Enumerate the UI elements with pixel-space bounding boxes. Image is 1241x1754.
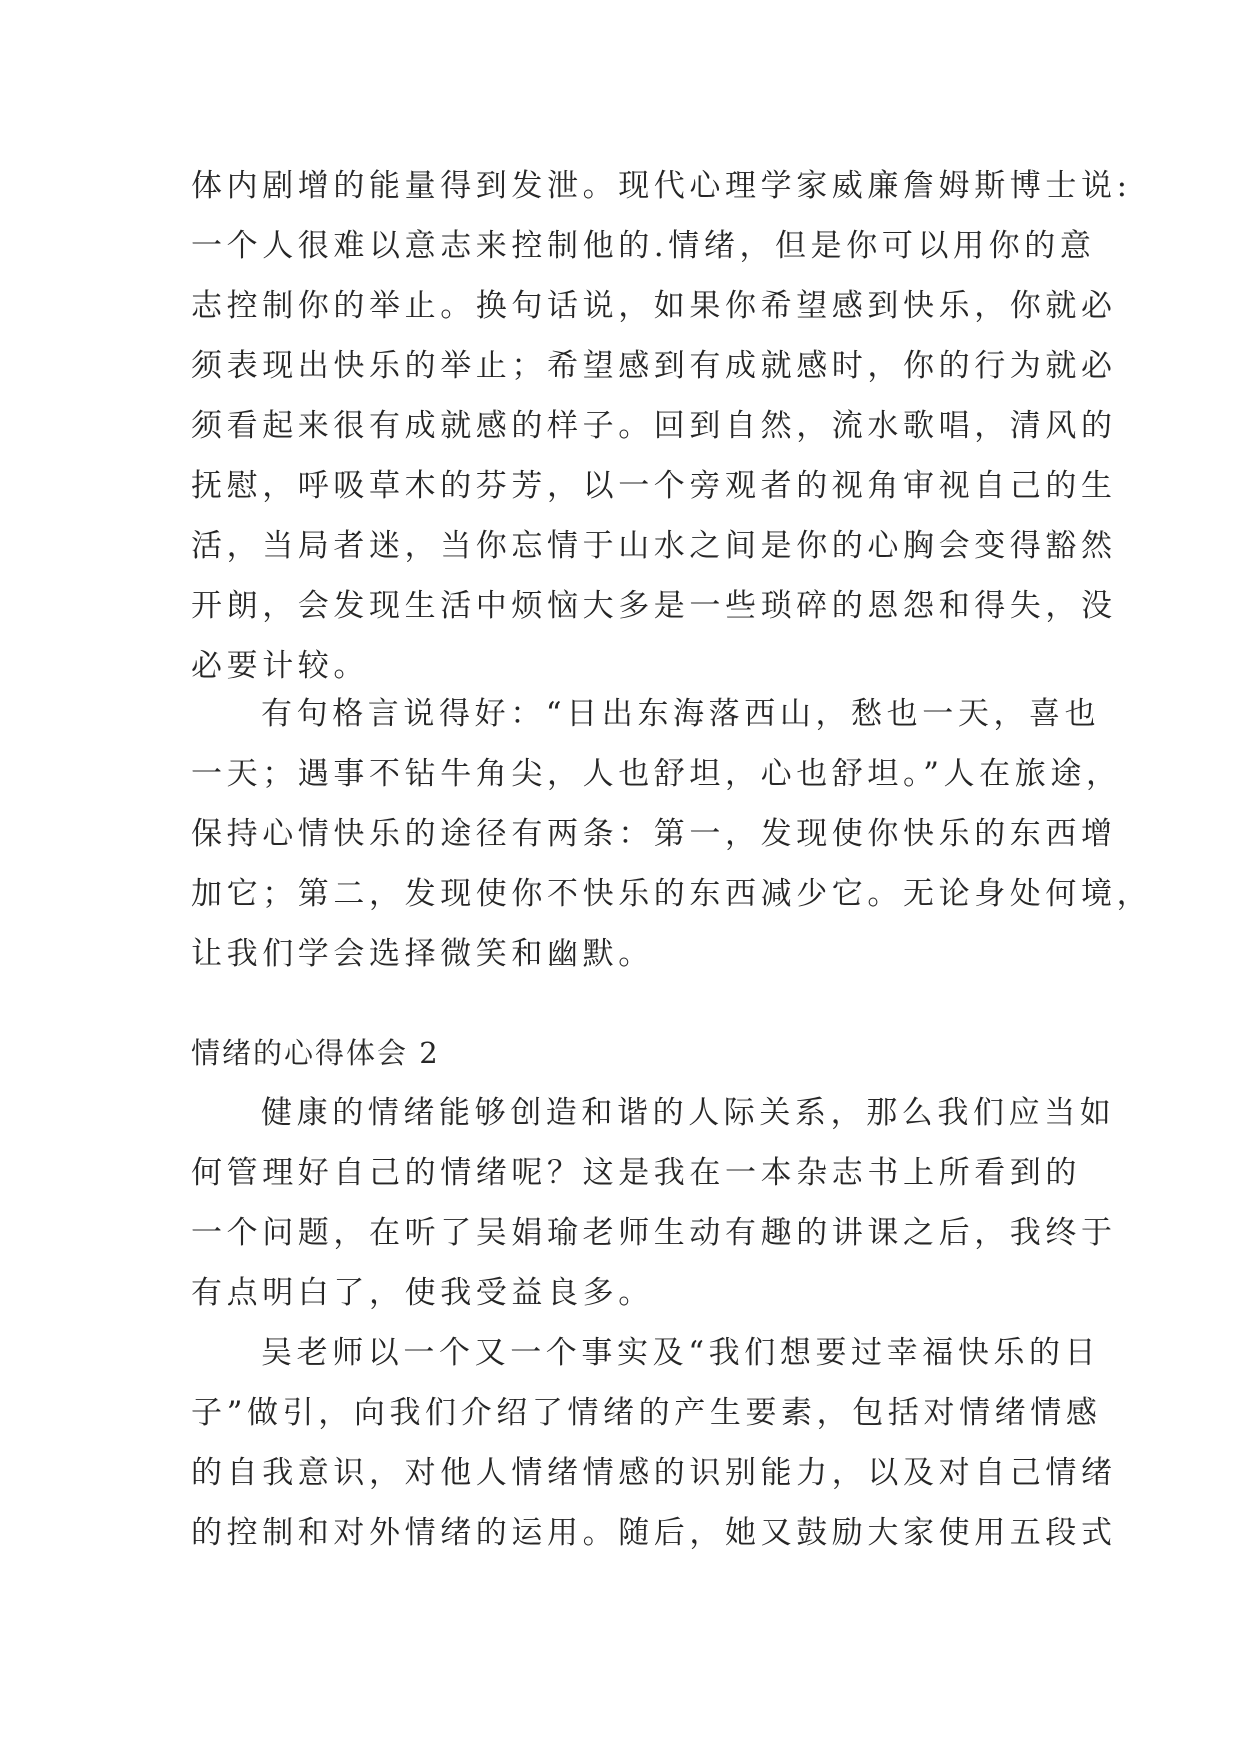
paragraph-line: 保持心情快乐的途径有两条：第一，发现使你快乐的东西增 xyxy=(191,816,1117,852)
paragraph-line: 抚慰，呼吸草木的芬芳，以一个旁观者的视角审视自己的生 xyxy=(191,468,1117,504)
paragraph-3 xyxy=(191,1083,1117,1323)
paragraph-4 xyxy=(191,1323,1117,1563)
paragraph-line: 的控制和对外情绪的运用。随后，她又鼓励大家使用五段式 xyxy=(191,1515,1117,1551)
section-heading: 情绪的心得体会 2 xyxy=(191,1036,440,1070)
paragraph-line: 须看起来很有成就感的样子。回到自然，流水歌唱，清风的 xyxy=(191,408,1117,444)
paragraph-2 xyxy=(191,684,1153,984)
paragraph-line: 吴老师以一个又一个事实及“我们想要过幸福快乐的日 xyxy=(261,1335,1101,1371)
paragraph-line: 一天；遇事不钻牛角尖，人也舒坦，心也舒坦。”人在旅途， xyxy=(191,756,1122,792)
paragraph-line: 有句格言说得好：“日出东海落西山，愁也一天，喜也 xyxy=(261,696,1101,732)
paragraph-line: 必要计较。 xyxy=(191,648,369,684)
paragraph-line: 有点明白了，使我受益良多。 xyxy=(191,1275,654,1311)
paragraph-line: 志控制你的举止。换句话说，如果你希望感到快乐，你就必 xyxy=(191,288,1117,324)
paragraph-line: 何管理好自己的情绪呢？这是我在一本杂志书上所看到的 xyxy=(191,1155,1081,1191)
paragraph-1 xyxy=(191,156,1132,696)
paragraph-line: 一个问题，在听了吴娟瑜老师生动有趣的讲课之后，我终于 xyxy=(191,1215,1117,1251)
paragraph-line: 开朗，会发现生活中烦恼大多是一些琐碎的恩怨和得失，没 xyxy=(191,588,1117,624)
paragraph-line: 须表现出快乐的举止；希望感到有成就感时，你的行为就必 xyxy=(191,348,1117,384)
paragraph-line: 体内剧增的能量得到发泄。现代心理学家威廉詹姆斯博士说: xyxy=(191,168,1132,204)
paragraph-line: 活，当局者迷，当你忘情于山水之间是你的心胸会变得豁然 xyxy=(191,528,1117,564)
paragraph-line: 让我们学会选择微笑和幽默。 xyxy=(191,936,654,972)
paragraph-line: 加它；第二，发现使你不快乐的东西减少它。无论身处何境， xyxy=(191,876,1153,912)
paragraph-line: 的自我意识，对他人情绪情感的识别能力，以及对自己情绪 xyxy=(191,1455,1117,1491)
paragraph-line: 健康的情绪能够创造和谐的人际关系，那么我们应当如 xyxy=(261,1095,1116,1131)
paragraph-line: 子”做引，向我们介绍了情绪的产生要素，包括对情绪情感 xyxy=(191,1395,1102,1431)
paragraph-line: 一个人很难以意志来控制他的.情绪，但是你可以用你的意 xyxy=(191,228,1096,264)
